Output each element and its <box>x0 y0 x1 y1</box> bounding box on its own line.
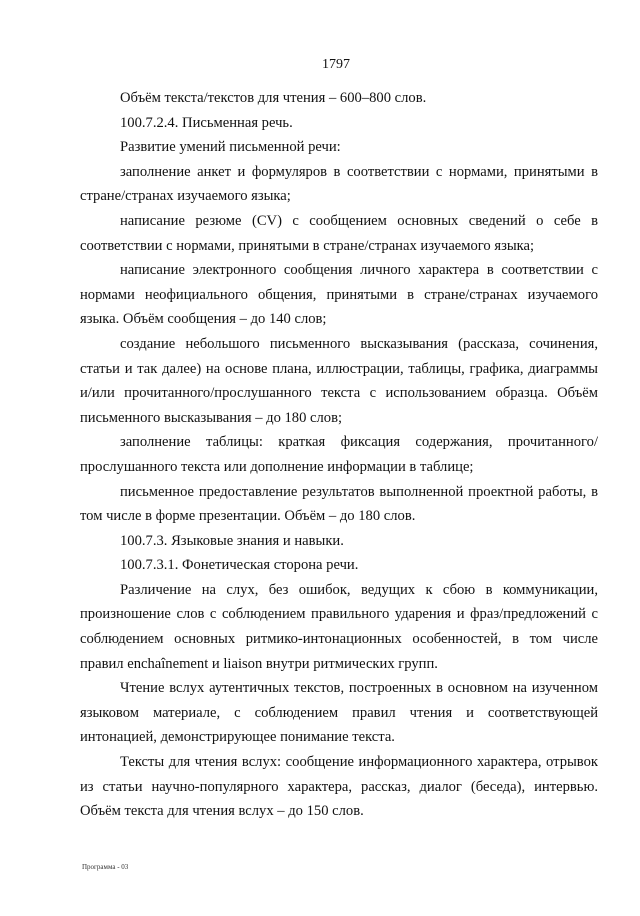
paragraph-table: заполнение таблицы: краткая фиксация содержания, прочитанного/ прослушанного текста или дополнение информации в таблице; <box>80 434 598 475</box>
paragraph-reading-volume: Объём текста/текстов для чтения – 600–800 слов. <box>120 90 427 106</box>
paragraph-reading-aloud: Чтение вслух аутентичных текстов, построенных в основном на изученном языковом материале, с соблюдением правил чтения и соответствующей интонацией, демонстрирующее понимание текста. <box>80 680 598 746</box>
section-heading-written-speech: 100.7.2.4. Письменная речь. <box>120 114 293 131</box>
paragraph-resume: написание резюме (CV) с сообщением основных сведений о себе в соответствии с нормами, принятыми в стране/странах изучаемого языка; <box>80 212 598 254</box>
paragraph-written-statement: создание небольшого письменного высказывания (рассказа, сочинения, статьи и так далее) на основе плана, иллюстрации, таблицы, графика, диаграммы и/или прочитанного/прослушанного текста с использованием образца. Объём письменного высказывания – до 180 слов; <box>80 335 598 426</box>
paragraph-reading-aloud-texts: Тексты для чтения вслух: сообщение информационного характера, отрывок из статьи научно-популярного характера, рассказ, диалог (беседа), интервью. Объём текста для чтения вслух – до 150 слов. <box>80 754 598 820</box>
paragraph-project: письменное предоставление результатов выполненной проектной работы, в том числе в форме презентации. Объём – до 180 слов. <box>80 483 598 525</box>
section-heading-language-knowledge: 100.7.3. Языковые знания и навыки. <box>120 532 344 549</box>
section-heading-phonetics: 100.7.3.1. Фонетическая сторона речи. <box>120 557 359 574</box>
paragraph-writing-skills-intro: Развитие умений письменной речи: <box>120 139 341 156</box>
paragraph-pronunciation: Различение на слух, без ошибок, ведущих к сбою в коммуникации, произношение слов с соблюдением правильного ударения и фраз/предложений с соблюдением основных ритмико-интонационных особенностей, в том числе правил enchaînement и liaison внутри ритмических групп. <box>80 581 598 672</box>
document-body <box>80 86 598 824</box>
paragraph-forms: заполнение анкет и формуляров в соответствии с нормами, принятыми в стране/странах изучаемого языка; <box>80 163 598 205</box>
paragraph-email: написание электронного сообщения личного характера в соответствии с нормами неофициального общения, принятыми в стране/странах изучаемого языка. Объём сообщения – до 140 слов; <box>80 262 598 328</box>
page-number: 1797 <box>322 57 350 72</box>
footer-label: Программа - 03 <box>82 863 129 871</box>
